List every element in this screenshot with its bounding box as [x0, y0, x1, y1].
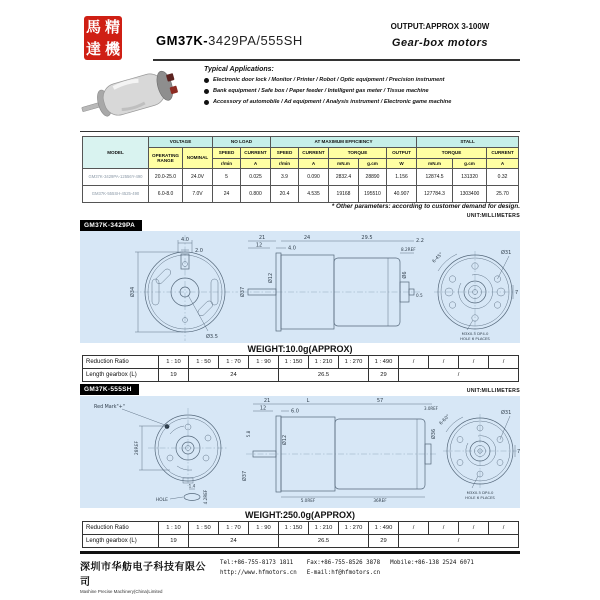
- col-group-max-efficiency: AT MAXIMUM EFFICIENCY: [271, 137, 417, 148]
- dim-label: 6-60°: [438, 414, 452, 427]
- cell-value: 127784.3: [417, 186, 453, 203]
- application-line: [204, 88, 522, 95]
- page-title: [156, 33, 303, 48]
- length-value: 26.5: [279, 535, 369, 548]
- cell-value: 12874.5: [417, 169, 453, 186]
- footer-tel: Tel:+86-755-8173 1811: [220, 560, 294, 566]
- col-header-nominal: NOMINAL: [183, 148, 213, 169]
- table-row: [83, 169, 519, 186]
- thread-note: M3X0.5 DP4.0: [461, 331, 489, 336]
- col-header-current: CURRENT: [241, 148, 271, 159]
- ratio-value: 1 : 90: [249, 356, 279, 369]
- footer: [80, 558, 540, 594]
- ratio-value: 1 : 490: [369, 356, 399, 369]
- section-rule: [80, 131, 520, 132]
- cell-value: 24: [213, 186, 241, 203]
- unit-mnm: mN.m: [417, 159, 453, 169]
- cell-value: 4.535: [299, 186, 329, 203]
- cell-value: 131320: [453, 169, 487, 186]
- dim-label: 24: [303, 235, 311, 241]
- dim-label: 12: [255, 242, 263, 249]
- dim-label: 12: [259, 405, 267, 412]
- unit-w: W: [387, 159, 417, 169]
- unit-gcm: g.cm: [453, 159, 487, 169]
- dim-label: 28REF: [135, 440, 140, 456]
- cell-value: 0.800: [241, 186, 271, 203]
- unit-a: A: [241, 159, 271, 169]
- dim-label: 6-45°: [431, 252, 445, 265]
- cell-value: 28890: [359, 169, 387, 186]
- dim-label: 4.0: [181, 237, 189, 243]
- dim-label: 4.0: [288, 245, 296, 252]
- weight-3429pa: WEIGHT:10.0g(APPROX): [247, 344, 353, 354]
- table-row: [83, 369, 519, 382]
- ratio-label: Reduction Ratio: [83, 522, 159, 535]
- unit-gcm: g.cm: [359, 159, 387, 169]
- dim-label: Ø12: [282, 434, 288, 446]
- side-view: [239, 235, 424, 331]
- unit-rmin: r/min: [271, 159, 299, 169]
- ratio-value: /: [429, 522, 459, 535]
- length-value: /: [399, 535, 519, 548]
- unit-label: UNIT:MILLIMETERS: [466, 388, 520, 394]
- ratio-value: 1 : 70: [219, 356, 249, 369]
- footer-email: E-mail:hf@hfmotors.cn: [306, 570, 381, 577]
- cell-value: 0.32: [487, 169, 519, 186]
- dim-label: Ø6: [402, 271, 408, 279]
- application-line: [204, 99, 522, 106]
- unit-a: A: [487, 159, 519, 169]
- section-label-555sh: GM37K-555SH: [80, 384, 139, 395]
- ratio-value: 1 : 150: [279, 356, 309, 369]
- dim-label: 57: [376, 398, 384, 404]
- seal-char: 馬: [85, 17, 101, 36]
- ratio-value: 1 : 50: [189, 356, 219, 369]
- length-label: Length gearbox (L): [83, 535, 159, 548]
- col-header-output: OUTPUT: [387, 148, 417, 159]
- seal-char: 達: [85, 39, 101, 58]
- output-rating: OUTPUT:APPROX 3-100W: [390, 22, 490, 31]
- length-value: 29: [369, 369, 399, 382]
- side-view: [241, 398, 439, 503]
- technical-drawing-555sh: [80, 396, 520, 508]
- dim-label: 2.2: [416, 238, 424, 244]
- company-name-en: Mashine Precise Machinery(China)Limited: [80, 589, 163, 594]
- ratio-value: 1 : 270: [339, 522, 369, 535]
- footer-rule: [80, 551, 520, 554]
- cell-value: 40.907: [387, 186, 417, 203]
- unit-label: UNIT:MILLIMETERS: [466, 213, 520, 219]
- col-group-voltage: VOLTAGE: [149, 137, 213, 148]
- dim-label: 8.2REF: [401, 247, 416, 252]
- front-view: [129, 235, 238, 341]
- bullet-icon: [204, 89, 209, 94]
- header-right: [360, 22, 520, 49]
- drawing-panel-555sh: [80, 396, 520, 508]
- dim-label: 7: [515, 290, 519, 296]
- dim-label: Ø36: [431, 428, 437, 440]
- cell-value: 1.156: [387, 169, 417, 186]
- cell-value: 6.0-8.0: [149, 186, 183, 203]
- seal-char: 機: [104, 39, 120, 58]
- col-header-operating-range: OPERATING RANGE: [149, 148, 183, 169]
- dim-label: 21: [258, 235, 266, 241]
- dim-label: 6.0: [291, 408, 299, 415]
- cell-value: 2832.4: [329, 169, 359, 186]
- unit-rmin: r/min: [213, 159, 241, 169]
- company-seal-logo: [84, 16, 122, 60]
- red-mark-label: Red Mark"+": [94, 405, 125, 410]
- dim-label: Ø31: [501, 410, 512, 416]
- specification-table: [82, 136, 519, 203]
- cell-value: 25.70: [487, 186, 519, 203]
- cell-value: 20.0-25.0: [149, 169, 183, 186]
- product-category: Gear-box motors: [391, 37, 489, 49]
- dim-label: 7: [517, 449, 520, 455]
- design-note: * Other parameters: according to customer demand for design.: [331, 203, 520, 210]
- dim-label: Ø12: [268, 272, 274, 284]
- company-name-cn: 深圳市华舫电子科技有限公司: [80, 562, 206, 588]
- col-group-no-load: NO LOAD: [213, 137, 271, 148]
- table-row: [83, 186, 519, 203]
- length-value: 19: [159, 535, 189, 548]
- col-header-current: CURRENT: [487, 148, 519, 159]
- dim-label: 1.4: [188, 483, 196, 489]
- dim-label: 36REF: [373, 498, 387, 503]
- dim-label: 3.0REF: [424, 406, 438, 411]
- dim-label: 2.0: [195, 248, 203, 254]
- technical-drawing-3429pa: [80, 231, 520, 343]
- footer-website: http://www.hfmotors.cn: [220, 570, 297, 577]
- unit-mnm: mN.m: [329, 159, 359, 169]
- ratio-value: 1 : 270: [339, 356, 369, 369]
- ratio-value: 1 : 70: [219, 522, 249, 535]
- table-row: [83, 535, 519, 548]
- col-header-torque: TORQUE: [417, 148, 487, 159]
- motor-photo: [76, 64, 198, 124]
- application-text: Electronic door lock / Monitor / Printer / Robot / Optic equipment / Precision instrument: [213, 77, 445, 83]
- cell-value: 1303400: [453, 186, 487, 203]
- footer-fax: Fax:+86-755-8526 3878: [306, 560, 381, 566]
- reduction-table-555sh: [82, 521, 519, 548]
- dim-label: 0.5: [416, 293, 423, 298]
- ratio-value: /: [399, 356, 429, 369]
- dim-label: HOLE: [155, 498, 168, 503]
- table-row: [83, 356, 519, 369]
- cell-value: 7.0V: [183, 186, 213, 203]
- cell-value: 19168: [329, 186, 359, 203]
- model-variants: 3429PA/555SH: [208, 33, 303, 48]
- model-series: GM37K-: [156, 33, 209, 48]
- application-line: [204, 77, 522, 84]
- bullet-icon: [204, 100, 209, 105]
- dim-label: 4.2REF: [203, 489, 208, 505]
- bullet-icon: [204, 78, 209, 83]
- thread-note: HOLE 6 PLACES: [465, 495, 495, 500]
- ratio-value: /: [429, 356, 459, 369]
- ratio-value: /: [399, 522, 429, 535]
- cell-value: 0.025: [241, 169, 271, 186]
- ratio-value: 1 : 10: [159, 356, 189, 369]
- header-rule: [153, 59, 520, 61]
- col-group-stall: STALL: [417, 137, 519, 148]
- ratio-value: /: [489, 522, 519, 535]
- cell-value: 24.0V: [183, 169, 213, 186]
- ratio-value: /: [459, 356, 489, 369]
- dim-label: Ø34: [130, 286, 136, 298]
- application-text: Bank equipment / Safe box / Paper feeder / Intelligent gas meter / Tissue machine: [213, 87, 429, 94]
- weight-555sh: WEIGHT:250.0g(APPROX): [244, 510, 356, 520]
- length-value: 24: [189, 535, 279, 548]
- ratio-value: 1 : 90: [249, 522, 279, 535]
- length-label: Length gearbox (L): [83, 369, 159, 382]
- thread-note: HOLE 6 PLACES: [460, 336, 490, 341]
- length-value: 26.5: [279, 369, 369, 382]
- col-header-model: MODEL: [83, 137, 149, 169]
- rear-view: [431, 249, 518, 341]
- col-header-current: CURRENT: [299, 148, 329, 159]
- model-name: GM37K-3429PA-12556Y-490: [83, 169, 149, 186]
- col-header-speed: SPEED: [271, 148, 299, 159]
- cell-value: 3.9: [271, 169, 299, 186]
- unit-a: A: [299, 159, 329, 169]
- ratio-value: /: [489, 356, 519, 369]
- drawing-panel-3429pa: [80, 231, 520, 343]
- cell-value: 20.4: [271, 186, 299, 203]
- applications-heading: Typical Applications:: [204, 66, 274, 73]
- dim-label: Ø37: [240, 286, 246, 298]
- model-name: GM37K-555SH-4525-490: [83, 186, 149, 203]
- dim-label: Ø37: [242, 470, 248, 482]
- ratio-value: /: [459, 522, 489, 535]
- footer-mobile: Mobile:+86-138 2524 6071: [390, 560, 474, 566]
- length-value: 24: [189, 369, 279, 382]
- cell-value: 195510: [359, 186, 387, 203]
- ratio-label: Reduction Ratio: [83, 356, 159, 369]
- dim-label: 5.8: [246, 430, 251, 438]
- ratio-value: 1 : 50: [189, 522, 219, 535]
- section-label-3429pa: GM37K-3429PA: [80, 220, 142, 231]
- table-row: [83, 522, 519, 535]
- ratio-value: 1 : 210: [309, 522, 339, 535]
- col-header-speed: SPEED: [213, 148, 241, 159]
- ratio-value: 1 : 490: [369, 522, 399, 535]
- dim-label: L: [306, 398, 310, 404]
- rear-view: [438, 409, 520, 500]
- dim-label: 21: [263, 398, 271, 404]
- ratio-value: 1 : 10: [159, 522, 189, 535]
- dim-label: 5.0REF: [300, 498, 316, 503]
- ratio-value: 1 : 150: [279, 522, 309, 535]
- dim-label: Ø31: [501, 250, 512, 256]
- thread-note: M3X0.5 DP4.0: [466, 490, 494, 495]
- application-text: Accessory of automobile / Ad equipment / Analysis instrument / Electronic game machine: [213, 98, 452, 105]
- length-value: 29: [369, 535, 399, 548]
- front-view: [94, 404, 228, 504]
- seal-char: 精: [104, 17, 120, 36]
- cell-value: 0.090: [299, 169, 329, 186]
- cell-value: 5: [213, 169, 241, 186]
- ratio-value: 1 : 210: [309, 356, 339, 369]
- length-value: /: [399, 369, 519, 382]
- dim-label: Ø3.5: [206, 334, 218, 340]
- dim-label: 29.5: [361, 235, 373, 241]
- length-value: 19: [159, 369, 189, 382]
- col-header-torque: TORQUE: [329, 148, 387, 159]
- reduction-table-3429pa: [82, 355, 519, 382]
- typical-applications: [204, 66, 522, 106]
